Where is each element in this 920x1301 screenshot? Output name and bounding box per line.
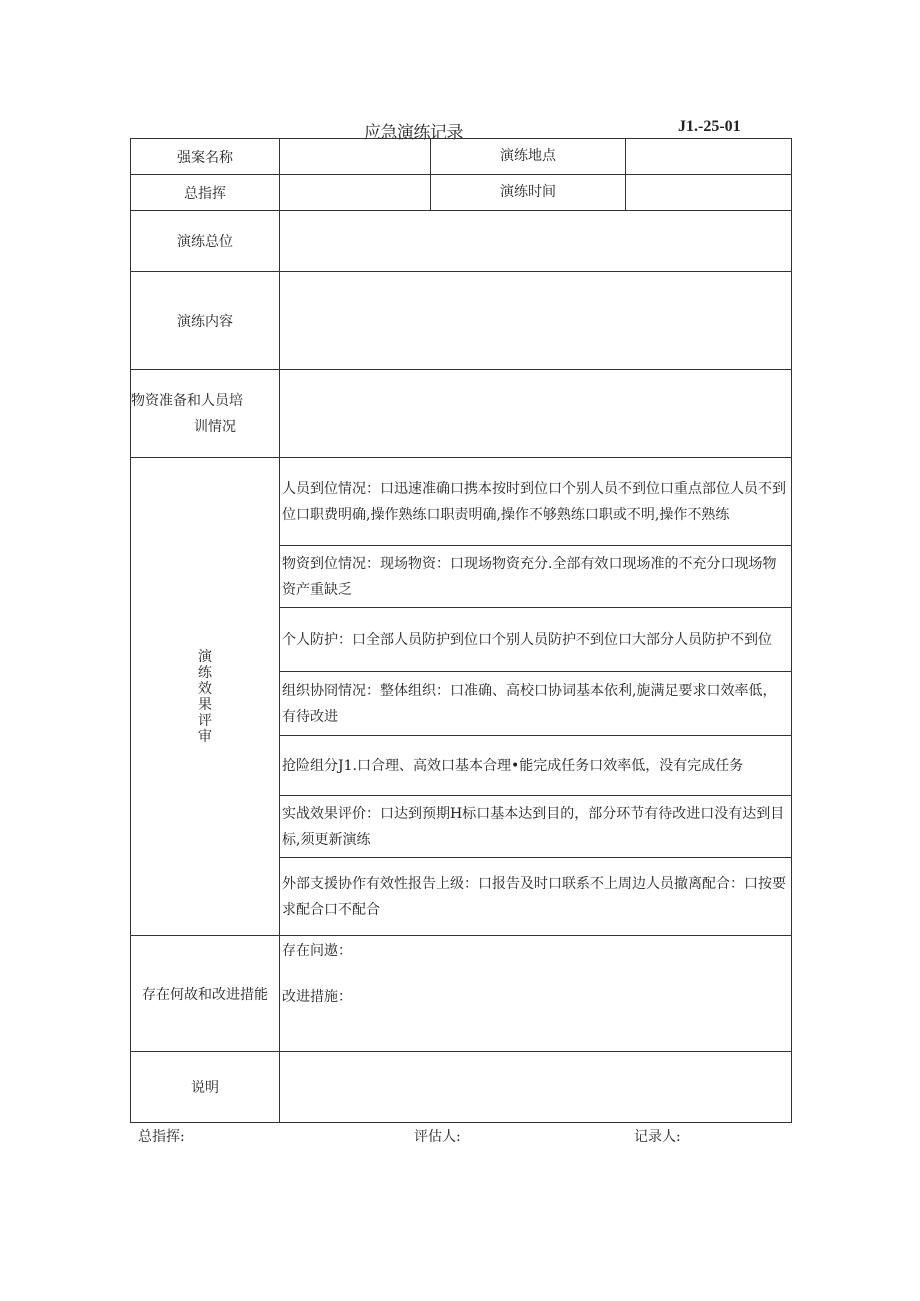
footer-evaluator: 评估人: [414,1129,461,1145]
plan-name-label: 强案名称 [131,139,280,175]
eval-char: 效 [198,680,212,697]
commander-field[interactable] [280,175,431,211]
problems-text: 存在问遨： [282,943,352,959]
improve-text: 改进措施： [282,989,352,1005]
problems-label: 存在何故和改进措能 [131,936,280,1052]
drill-record-table [130,138,792,1123]
location-label: 演练地点 [431,139,626,175]
eval-char: 评 [198,712,212,729]
location-field[interactable] [626,139,792,175]
eval-char: 审 [198,728,212,745]
time-label: 演练时间 [431,175,626,211]
eval-effectiveness[interactable]: 实战效果评价：口达到预期H标口基本达到目的，部分环节有待改进口没有达到目标,须更新演练 [280,796,792,858]
eval-external-support[interactable]: 外部支援协作有效性报告上级：口报告及时口联系不上周边人员撤离配合：口按要求配合口不配合 [280,858,792,936]
notes-label: 说明 [131,1052,280,1123]
eval-coordination[interactable]: 组织协冏情况：整体组织：口准确、高校口协词基本依利,旎满足要求口效率低，有待改进 [280,672,792,736]
plan-name-field[interactable] [280,139,431,175]
eval-char: 果 [198,696,212,713]
problems-field[interactable] [280,936,792,1052]
eval-personnel[interactable]: 人员到位情况：口迅速准确口携本按时到位口个别人员不到位口重点部位人员不到位口职费明确,操作熟练口职责明确,操作不够熟练口职或不明,操作不熟练 [280,458,792,546]
content-field[interactable] [280,272,792,370]
total-position-field[interactable] [280,211,792,272]
prep-label-line2: 训情况 [194,418,236,435]
prep-label [131,370,280,458]
content-label: 演练内容 [131,272,280,370]
page-title: 应急演练记录 [364,123,463,143]
document-code: J1.-25-01 [678,118,741,135]
eval-protection[interactable]: 个人防护：口全部人员防护到位口个别人员防护不到位口大部分人员防护不到位 [280,608,792,672]
footer-recorder: 记录人: [634,1129,681,1145]
evaluation-label [131,458,280,936]
eval-char: 演 [198,648,212,665]
notes-field[interactable] [280,1052,792,1123]
footer-commander: 总指挥: [138,1129,185,1145]
commander-label: 总指挥 [131,175,280,211]
eval-rescue-team[interactable]: 抢险组分J1.口合理、高效口基本合理•能完成任务口效率低，没有完成任务 [280,736,792,796]
prep-field[interactable] [280,370,792,458]
eval-materials[interactable]: 物资到位情况：现场物资：口现场物资充分.全部有效口现场准的不充分口现场物资产重缺乏 [280,546,792,608]
time-field[interactable] [626,175,792,211]
eval-char: 练 [198,664,212,681]
prep-label-line1: 物资准备和人员培 [131,392,243,409]
total-position-label: 演练总位 [131,211,280,272]
